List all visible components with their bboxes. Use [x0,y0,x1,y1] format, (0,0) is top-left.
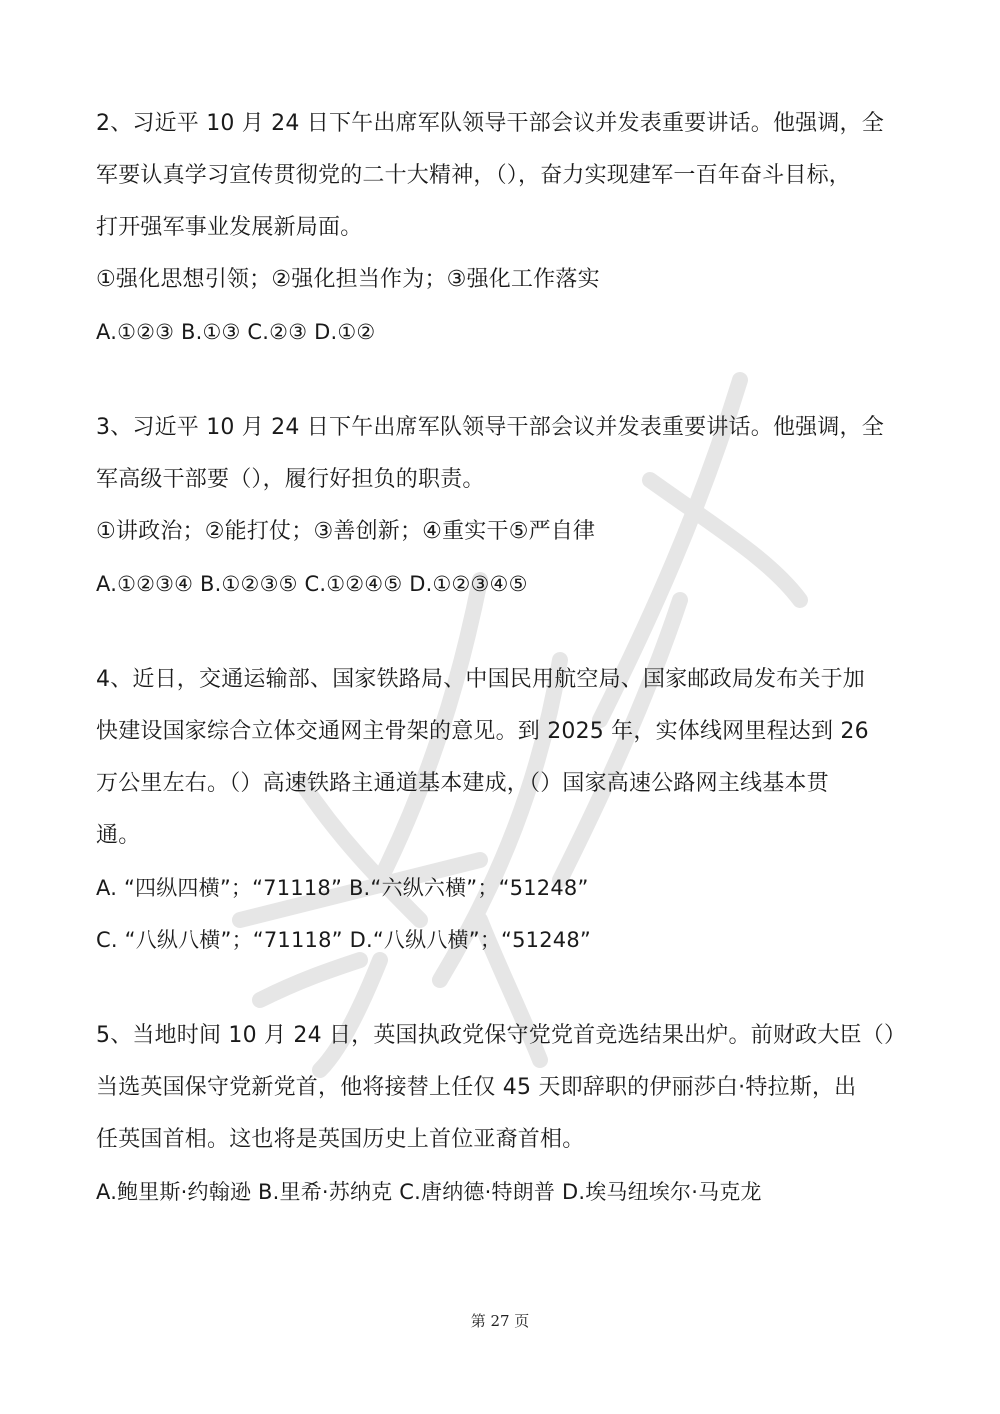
question-4 [96,654,908,966]
page-number: 第 27 页 [470,1312,530,1330]
question-3 [96,402,908,610]
question-stem-line: 3、习近平 10 月 24 日下午出席军队领导干部会议并发表重要讲话。他强调，全 [96,415,884,440]
question-stem-line: 通。 [96,823,141,848]
question-stem-line: 当选英国保守党新党首，他将接替上任仅 45 天即辞职的伊丽莎白·特拉斯，出 [96,1075,857,1100]
question-stem-line: 4、近日，交通运输部、国家铁路局、中国民用航空局、国家邮政局发布关于加 [96,667,865,692]
question-stem-line: 5、当地时间 10 月 24 日，英国执政党保守党党首竞选结果出炉。前财政大臣（） [96,1023,907,1048]
question-5 [96,1010,908,1218]
question-stem-line: 万公里左右。（）高速铁路主通道基本建成，（）国家高速公路网主线基本贯 [96,771,829,796]
question-stem-line: 军高级干部要（），履行好担负的职责。 [96,467,485,492]
question-options-line: C. “八纵八横”；“71118” D.“八纵八横”；“51248” [96,928,591,952]
question-choices-line: ①讲政治；②能打仗；③善创新；④重实干⑤严自律 [96,519,596,544]
document-page [96,98,908,1262]
question-choices-line: ①强化思想引领；②强化担当作为；③强化工作落实 [96,267,600,292]
question-2 [96,98,908,358]
question-options-line: A.①②③ B.①③ C.②③ D.①② [96,320,376,344]
question-stem-line: 打开强军事业发展新局面。 [96,215,363,240]
question-options-line: A.①②③④ B.①②③⑤ C.①②④⑤ D.①②③④⑤ [96,572,528,596]
question-options-line: A.鲍里斯·约翰逊 B.里希·苏纳克 C.唐纳德·特朗普 D.埃马纽埃尔·马克龙 [96,1180,762,1204]
question-options-line: A. “四纵四横”；“71118” B.“六纵六横”；“51248” [96,876,589,900]
question-stem-line: 2、习近平 10 月 24 日下午出席军队领导干部会议并发表重要讲话。他强调，全 [96,111,884,136]
question-stem-line: 任英国首相。这也将是英国历史上首位亚裔首相。 [96,1127,585,1152]
question-stem-line: 快建设国家综合立体交通网主骨架的意见。到 2025 年，实体线网里程达到 26 [96,719,869,744]
question-stem-line: 军要认真学习宣传贯彻党的二十大精神，（），奋力实现建军一百年奋斗目标， [96,163,852,188]
